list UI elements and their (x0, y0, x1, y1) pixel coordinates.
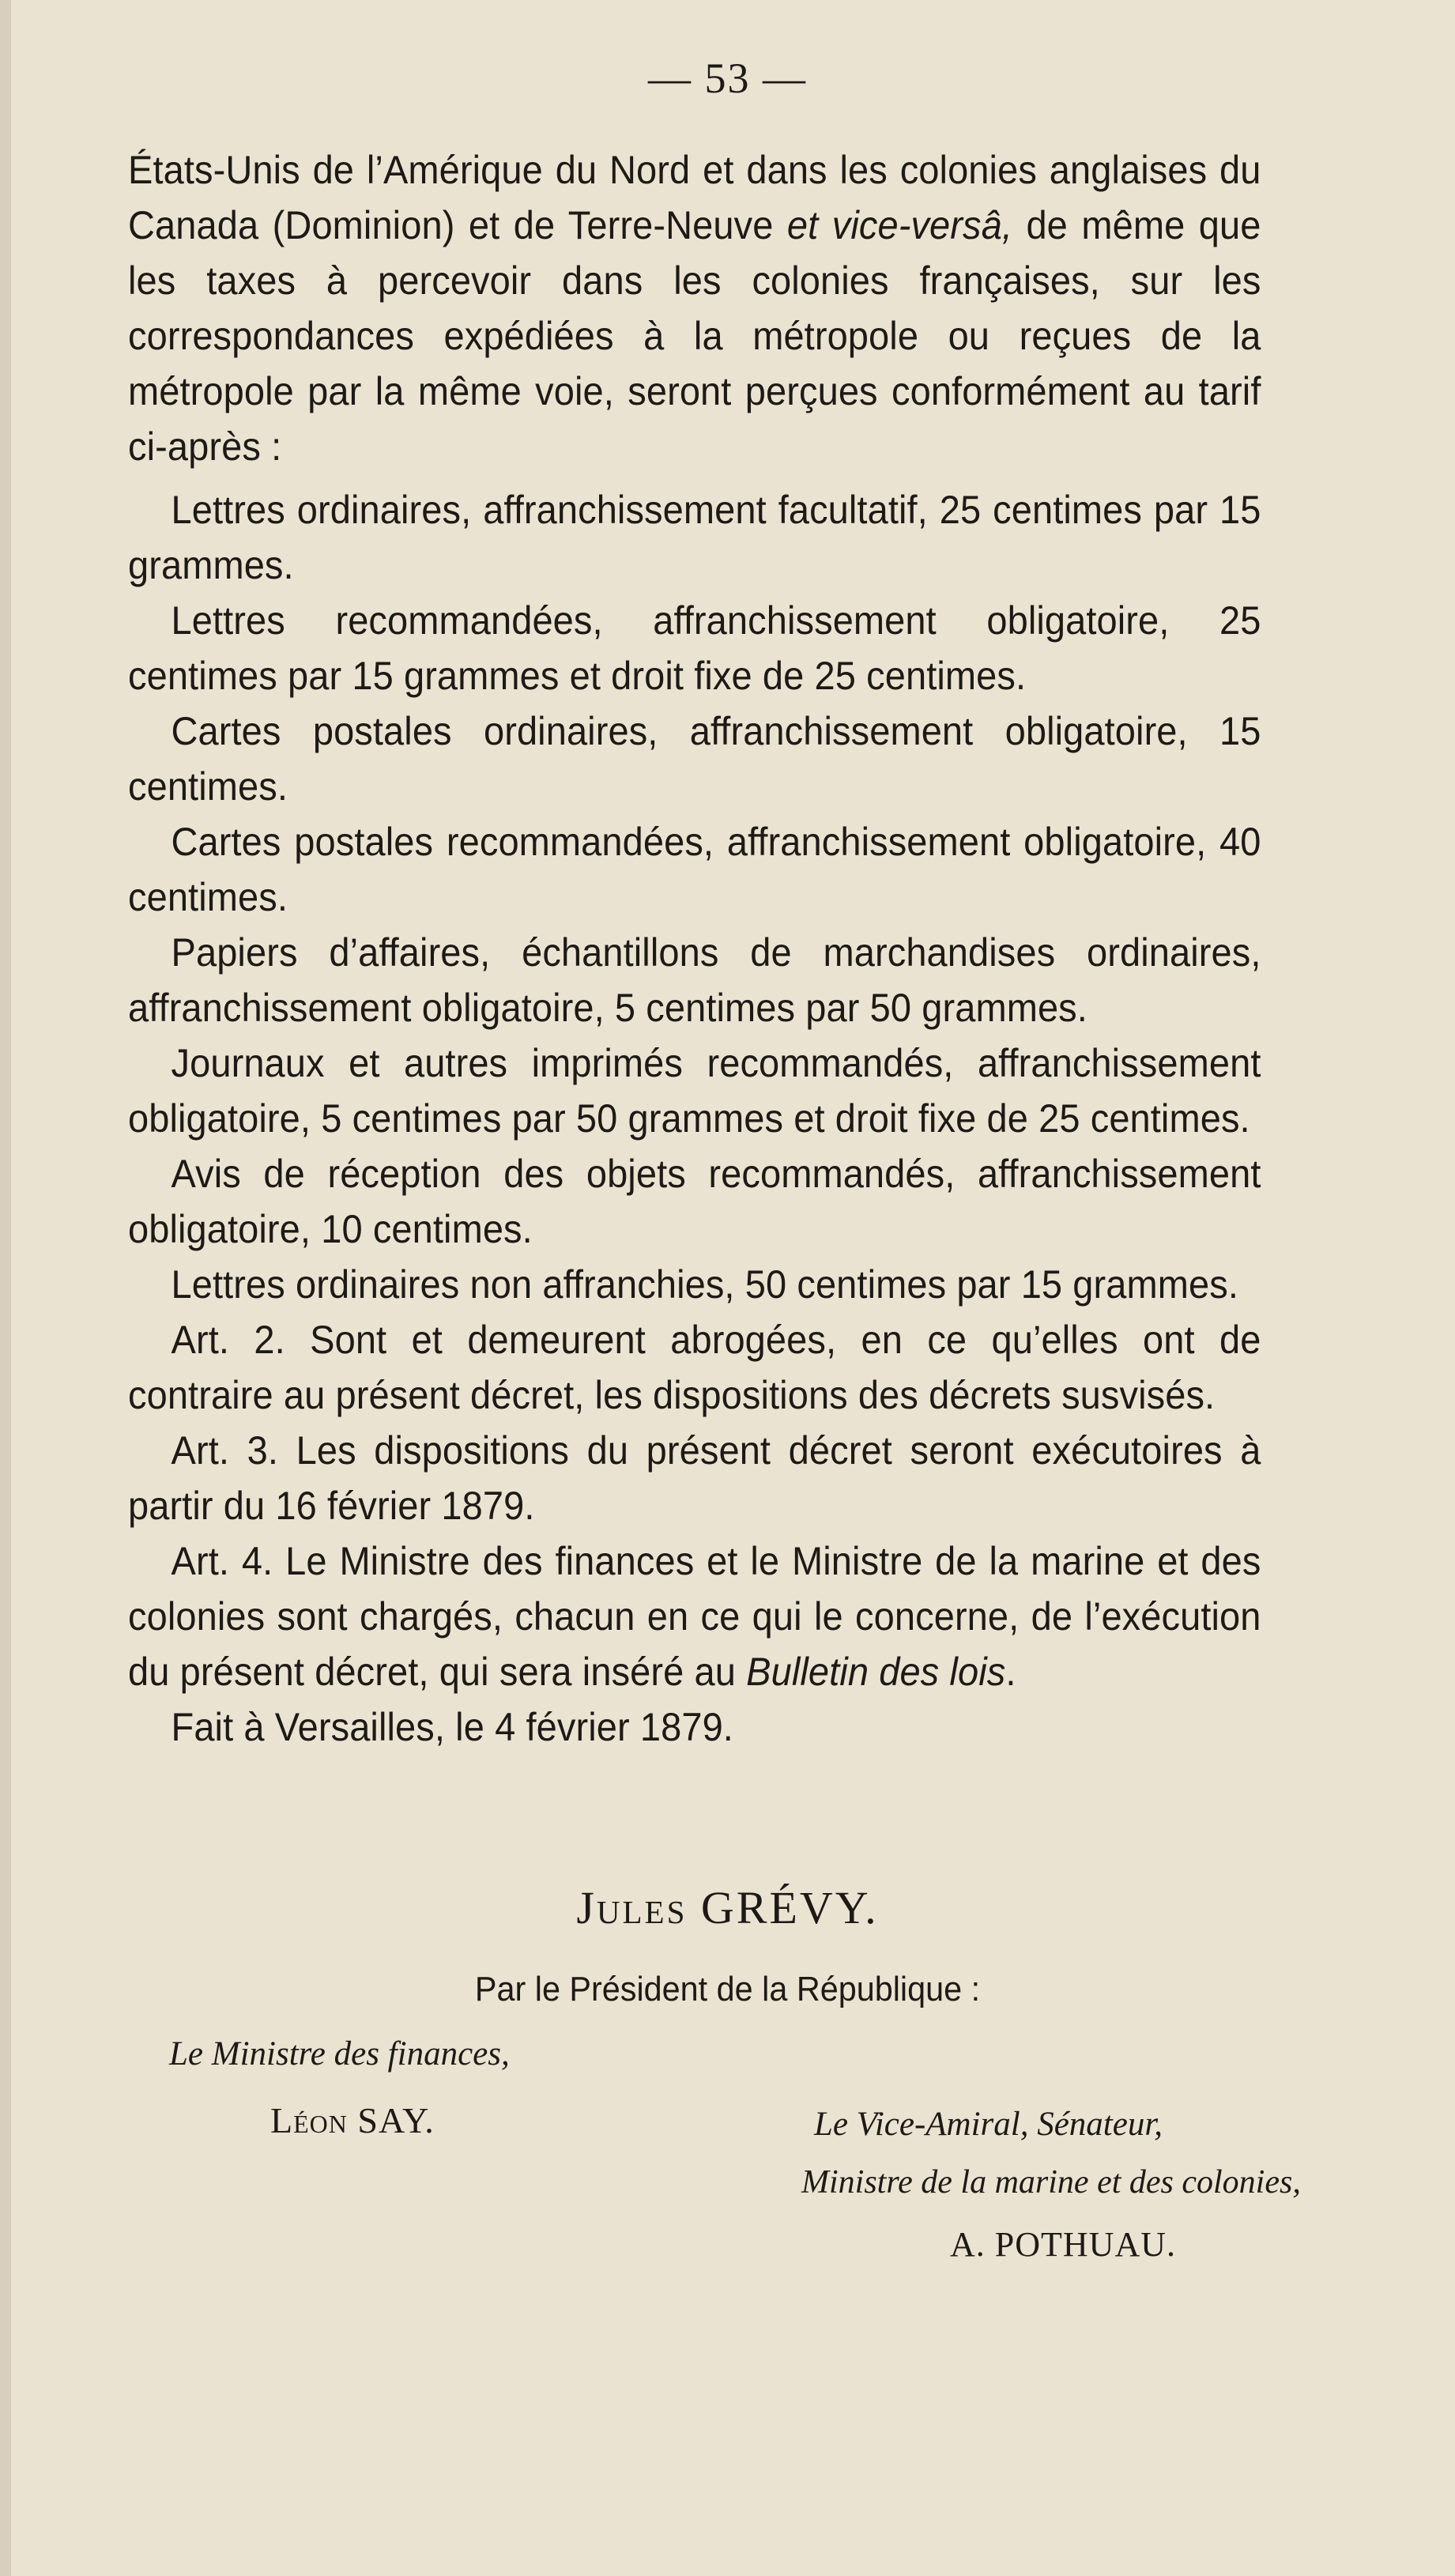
article-4-text-end: . (1005, 1650, 1016, 1694)
bulletin-des-lois-italic: Bulletin des lois (746, 1650, 1006, 1694)
minister-finances-name: Léon SAY. (270, 2100, 435, 2140)
scan-page-edge (0, 0, 11, 2576)
paragraph-lettres-recommandees: Lettres recommandées, affranchissement obligatoire, 25 centimes par 15 grammes et droit fixe de 25 centimes. (128, 598, 1261, 698)
tariff-intro-text-start: États-Unis de l’Amérique du Nord et dans les colonies anglaises du Canada (Dominion) et de Terre-Neuve (128, 148, 1261, 247)
paragraph-article-4 (128, 1533, 1261, 1699)
tariff-intro-text-end: de même que les taxes à percevoir dans les colonies françaises, sur les correspondances expédiées à la métropole ou reçues de la métropole par la même voie, seront perçues conformément au tarif ci-après : (128, 203, 1261, 469)
minister-marine-title: Le Vice-Amiral, Sénateur, (814, 2106, 1163, 2143)
president-signature: Jules GRÉVY. (576, 1882, 879, 1933)
paragraph-lettres-non-affranchies: Lettres ordinaires non affranchies, 50 centimes par 15 grammes. (171, 1262, 1238, 1307)
minister-finances-title: Le Ministre des finances, (169, 2035, 510, 2072)
paragraph-article-3: Art. 3. Les dispositions du présent décret seront exécutoires à partir du 16 février 1879. (128, 1428, 1261, 1528)
paragraph-cartes-ordinaires: Cartes postales ordinaires, affranchissement obligatoire, 15 centimes. (128, 709, 1261, 809)
paragraph-journaux: Journaux et autres imprimés recommandés, affranchissement obligatoire, 5 centimes par 50 grammes et droit fixe de 25 centimes. (128, 1041, 1261, 1141)
paragraph-lettres-ordinaires: Lettres ordinaires, affranchissement facultatif, 25 centimes par 15 grammes. (128, 488, 1261, 587)
paragraph-tariff-intro (128, 142, 1261, 474)
page-number: — 53 — (648, 55, 807, 102)
decree-body (128, 142, 1261, 1755)
paragraph-fait-versailles: Fait à Versailles, le 4 février 1879. (171, 1705, 733, 1749)
presidency-line: Par le Président de la République : (474, 1970, 981, 2008)
paragraph-avis-reception: Avis de réception des objets recommandés, affranchissement obligatoire, 10 centimes. (128, 1152, 1261, 1251)
paragraph-cartes-recommandees: Cartes postales recommandées, affranchissement obligatoire, 40 centimes. (128, 820, 1261, 919)
vice-versa-italic: et vice-versâ, (786, 203, 1012, 247)
paragraph-article-2: Art. 2. Sont et demeurent abrogées, en ce qu’elles ont de contraire au présent décret, les dispositions des décrets susvisés. (128, 1318, 1261, 1417)
minister-marine-role: Ministre de la marine et des colonies, (801, 2164, 1301, 2201)
minister-marine-name: A. POTHUAU. (950, 2225, 1176, 2264)
paragraph-papiers-affaires: Papiers d’affaires, échantillons de marchandises ordinaires, affranchissement obligatoire, 5 centimes par 50 grammes. (128, 930, 1261, 1030)
article-4-text-start: Art. 4. Le Ministre des finances et le Ministre de la marine et des colonies sont chargés, chacun en ce qui le concerne, de l’exécution du présent décret, qui sera inséré au (128, 1539, 1261, 1694)
